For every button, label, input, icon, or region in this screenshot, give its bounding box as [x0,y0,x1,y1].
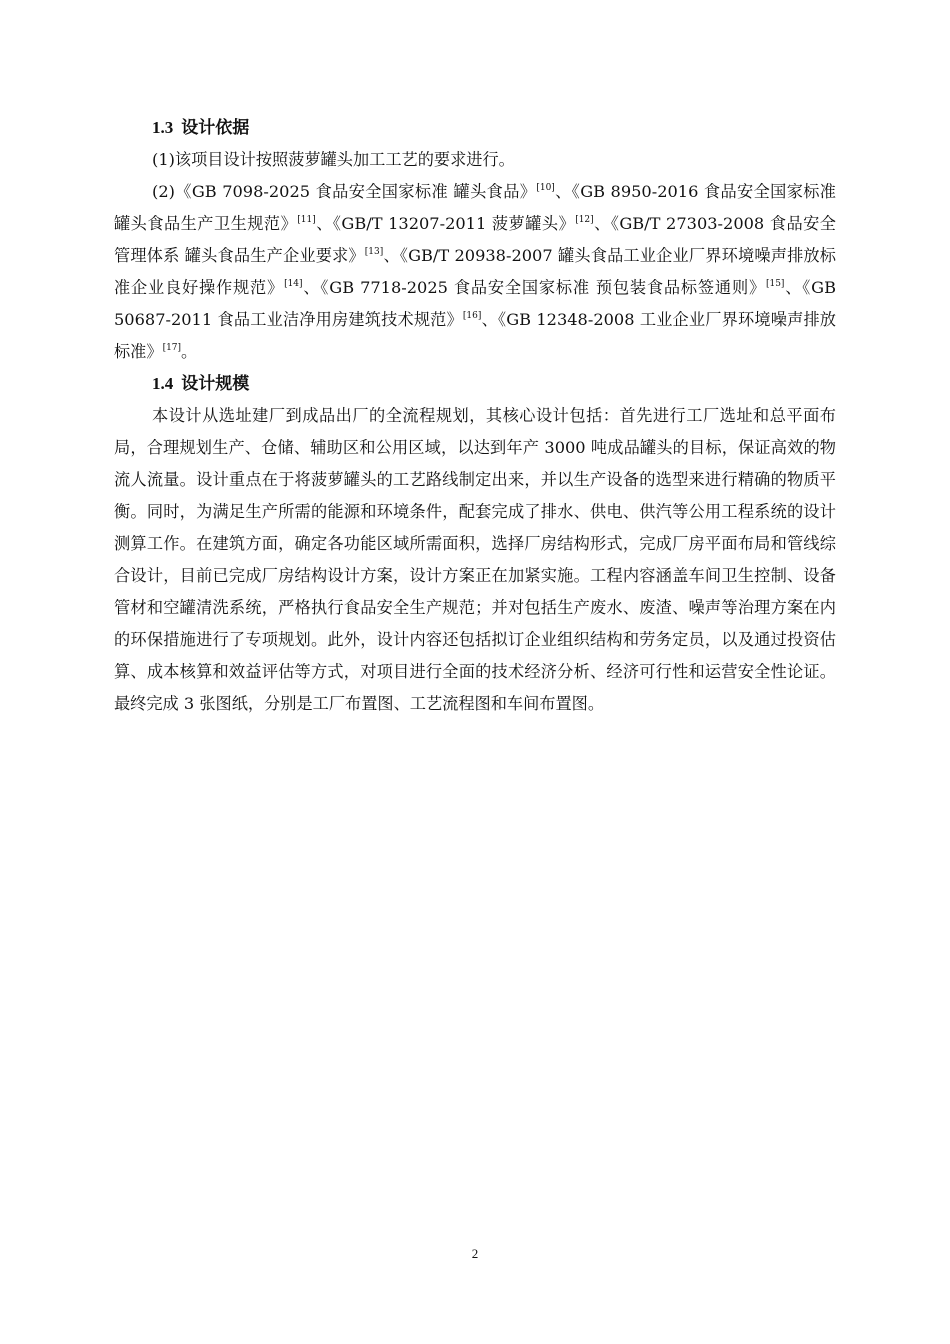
reference-marker: [15] [765,279,785,289]
standard-citation: 、《GB/T 13207-2011 菠萝罐头》 [315,214,576,233]
section-title: 设计规模 [181,374,250,393]
scale-paragraph: 本设计从选址建厂到成品出厂的全流程规划，其核心设计包括：首先进行工厂选址和总平面布局，合理规划生产、仓储、辅助区和公用区域，以达到年产 3000 吨成品罐头的目标，保证高效的物流人流量。设计重点在于将菠萝罐头的工艺路线制定出来，并以生产设备的选型来进行精确的物质平衡。同时，为满足生产所需的能源和环境条件，配套完成了排水、供电、供汽等公用工程系统的设计测算工作。在建筑方面，确定各功能区域所需面积，选择厂房结构形式，完成厂房平面布局和管线综合设计，目前已完成厂房结构设计方案，设计方案正在加紧实施。工程内容涵盖车间卫生控制、设备管材和空罐清洗系统，严格执行食品安全生产规范；并对包括生产废水、废渣、噪声等治理方案在内的环保措施进行了专项规划。此外，设计内容还包括拟订企业组织结构和劳务定员，以及通过投资估算、成本核算和效益评估等方式，对项目进行全面的技术经济分析、经济可行性和运营安全性论证。最终完成 3 张图纸，分别是工厂布置图、工艺流程图和车间布置图。 [114,406,836,713]
page-content [114,112,836,720]
reference-marker: [13] [364,247,384,257]
standard-citation: 、《GB 50687-2011 食品工业洁净用房建筑技术规范》 [114,278,836,329]
reference-marker: [12] [575,215,594,225]
item-lead: (2) [152,182,175,201]
standard-citation: 、《GB/T 27303-2008 食品安全管理体系 罐头食品生产企业要求》 [114,214,836,265]
basis-item-1: (1)该项目设计按照菠萝罐头加工工艺的要求进行。 [152,150,515,169]
standard-citation: 、《GB/T 20938-2007 罐头食品工业企业厂界环境噪声排放标准企业良好操作规范》 [114,246,836,297]
reference-marker: [16] [462,311,482,321]
reference-marker: [14] [284,279,303,289]
page-number: 2 [471,1246,479,1261]
standard-citation: 《GB 7098-2025 食品安全国家标准 罐头食品》 [174,182,537,201]
section-heading-1-4 [114,368,836,400]
reference-marker: [17] [162,343,182,353]
section-number: 1.4 [152,374,174,393]
sentence-end: 。 [181,342,198,361]
section-heading-1-3 [114,112,836,144]
basis-item-2 [114,176,836,368]
standard-citation: 、《GB 8950-2016 食品安全国家标准 罐头食品生产卫生规范》 [114,182,836,233]
section-title: 设计依据 [181,118,250,137]
reference-marker: [11] [297,215,316,225]
standard-citation: 、《GB 12348-2008 工业企业厂界环境噪声排放标准》 [114,310,836,361]
section-number: 1.3 [152,118,174,137]
standard-citation: 、《GB 7718-2025 食品安全国家标准 预包装食品标签通则》 [302,278,766,297]
reference-marker: [10] [536,183,555,193]
